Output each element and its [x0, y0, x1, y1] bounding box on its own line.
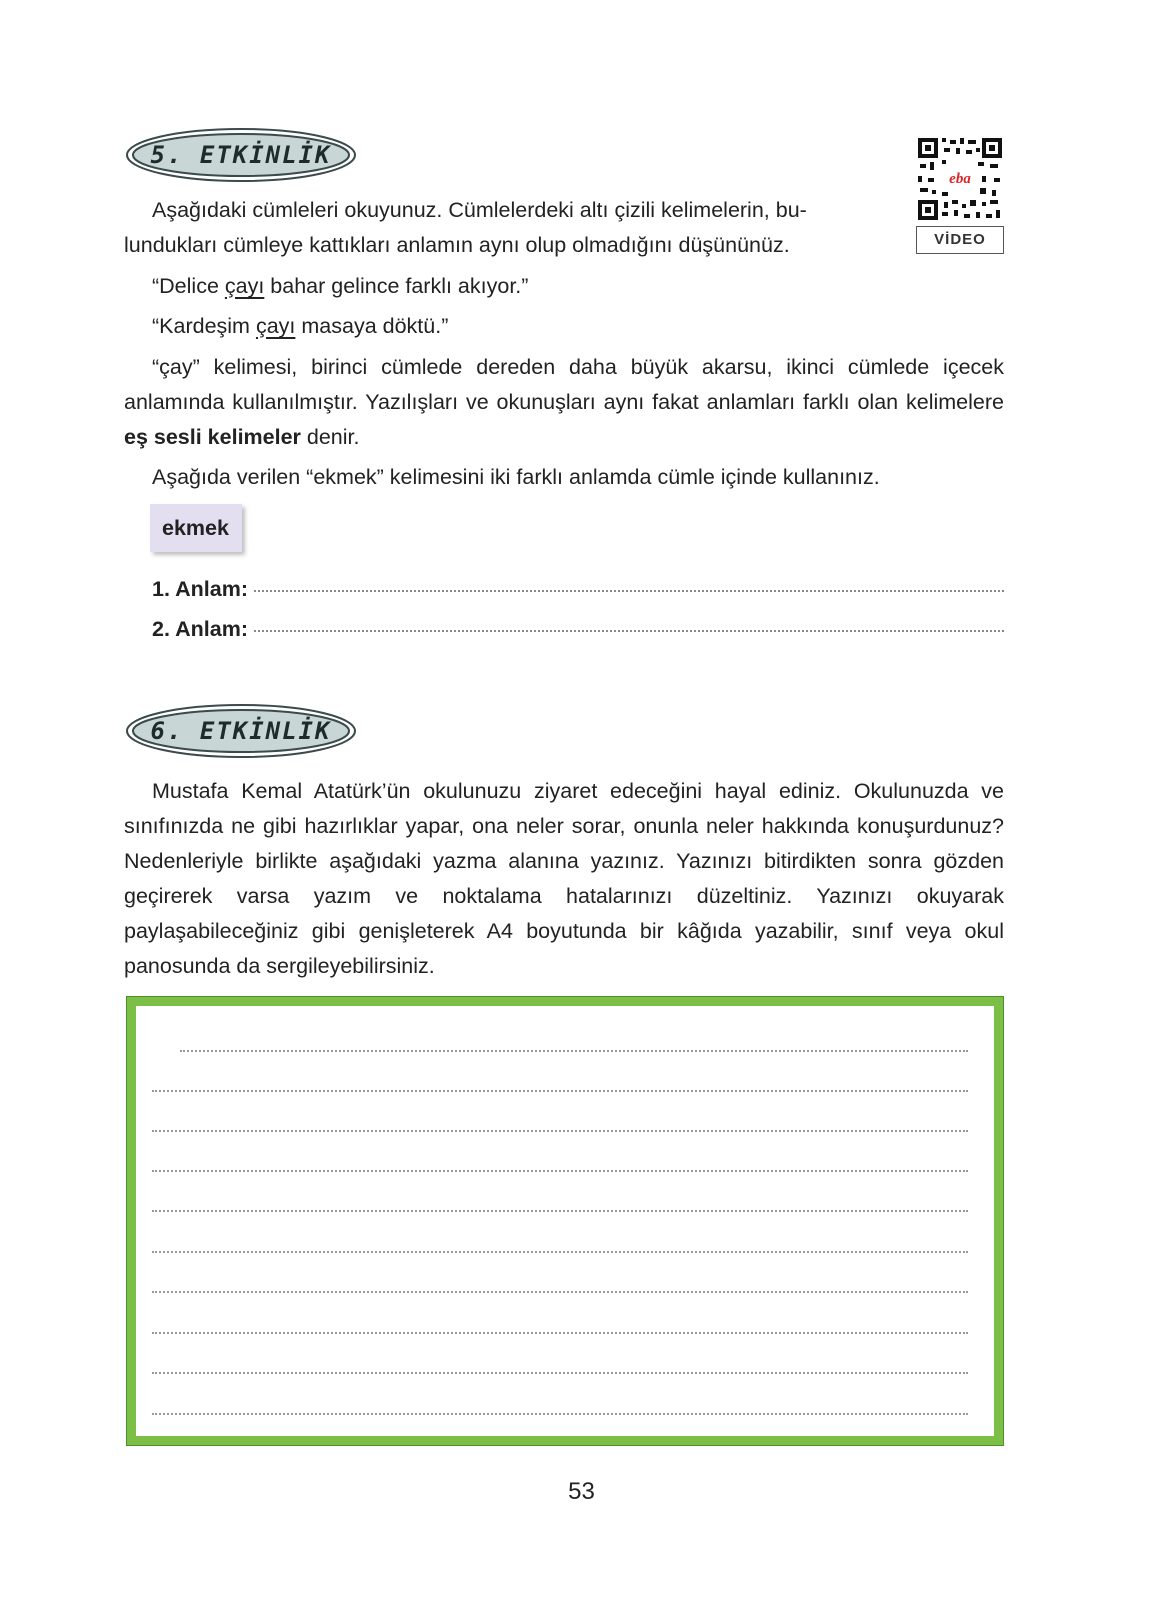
example-sentence-1: “Delice çayı bahar gelince farklı akıyor.”: [152, 274, 529, 298]
activity-5-title: 5. ETKİNLİK: [150, 141, 332, 169]
example-sentence-2: “Kardeşim çayı masaya döktü.”: [152, 314, 449, 338]
meaning-1-label: 1. Anlam:: [152, 577, 248, 601]
intro-line-2: lundukları cümleye kattıkları anlamın aynı olup olmadığını düşününüz.: [124, 233, 790, 257]
writing-line[interactable]: [152, 1210, 968, 1212]
activity-5-badge: [124, 126, 358, 184]
meaning-1-row[interactable]: [152, 577, 1004, 602]
task-instruction: Aşağıda verilen “ekmek” kelimesini iki farklı anlamda cümle içinde kullanınız.: [152, 465, 880, 489]
writing-line[interactable]: [152, 1372, 968, 1374]
page-number: 53: [568, 1478, 595, 1505]
writing-line[interactable]: [152, 1291, 968, 1293]
key-term: eş sesli kelimeler: [124, 425, 301, 449]
activity-6-paragraph: Mustafa Kemal Atatürk’ün okulunuzu ziyaret edeceğini hayal ediniz. Okulunuzda ve sınıfınızda ne gibi hazırlıklar yapar, ona neler sorar, onunla neler hakkında konuşurdunuz? Nedenleriyle birlikte aşağıdaki yazma alanına yazınız. Yazınızı bitirdikten sonra gözden geçirerek varsa yazım ve noktalama hatalarınızı düzeltiniz. Yazınızı okuyarak paylaşabileceğiniz gibi genişleterek A4 boyutunda bir kâğıda yazabilir, sınıf veya okul panosunda da sergileyebilirsiniz.: [124, 779, 1004, 978]
writing-line[interactable]: [152, 1130, 968, 1132]
word-note: ekmek: [150, 504, 242, 552]
qr-code-icon[interactable]: [916, 136, 1004, 222]
meaning-2-answer-line[interactable]: [254, 629, 1004, 632]
activity-6-title: 6. ETKİNLİK: [150, 717, 332, 745]
underlined-word: çayı: [255, 314, 296, 338]
activity-6-badge: [124, 702, 358, 760]
writing-line[interactable]: [152, 1332, 968, 1334]
video-label[interactable]: VİDEO: [916, 226, 1004, 254]
writing-line[interactable]: [180, 1050, 968, 1052]
meaning-2-label: 2. Anlam:: [152, 617, 248, 641]
explanation-paragraph: “çay” kelimesi, birinci cümlede dereden daha büyük akarsu, ikinci cümlede içecek anlamında kullanılmıştır. Yazılışları ve okunuşları aynı fakat anlamları farklı olan kelimelere eş sesli kelimeler denir.: [124, 355, 1004, 449]
writing-line[interactable]: [152, 1413, 968, 1415]
meaning-1-answer-line[interactable]: [254, 589, 1004, 592]
writing-area[interactable]: [126, 996, 1004, 1446]
intro-line-1: Aşağıdaki cümleleri okuyunuz. Cümlelerdeki altı çizili kelimelerin, bu-: [152, 198, 807, 222]
meaning-2-row[interactable]: [152, 617, 1004, 642]
underlined-word: çayı: [224, 274, 265, 298]
svg-text:eba: eba: [949, 171, 971, 187]
writing-line[interactable]: [152, 1090, 968, 1092]
writing-line[interactable]: [152, 1251, 968, 1253]
writing-line[interactable]: [152, 1170, 968, 1172]
